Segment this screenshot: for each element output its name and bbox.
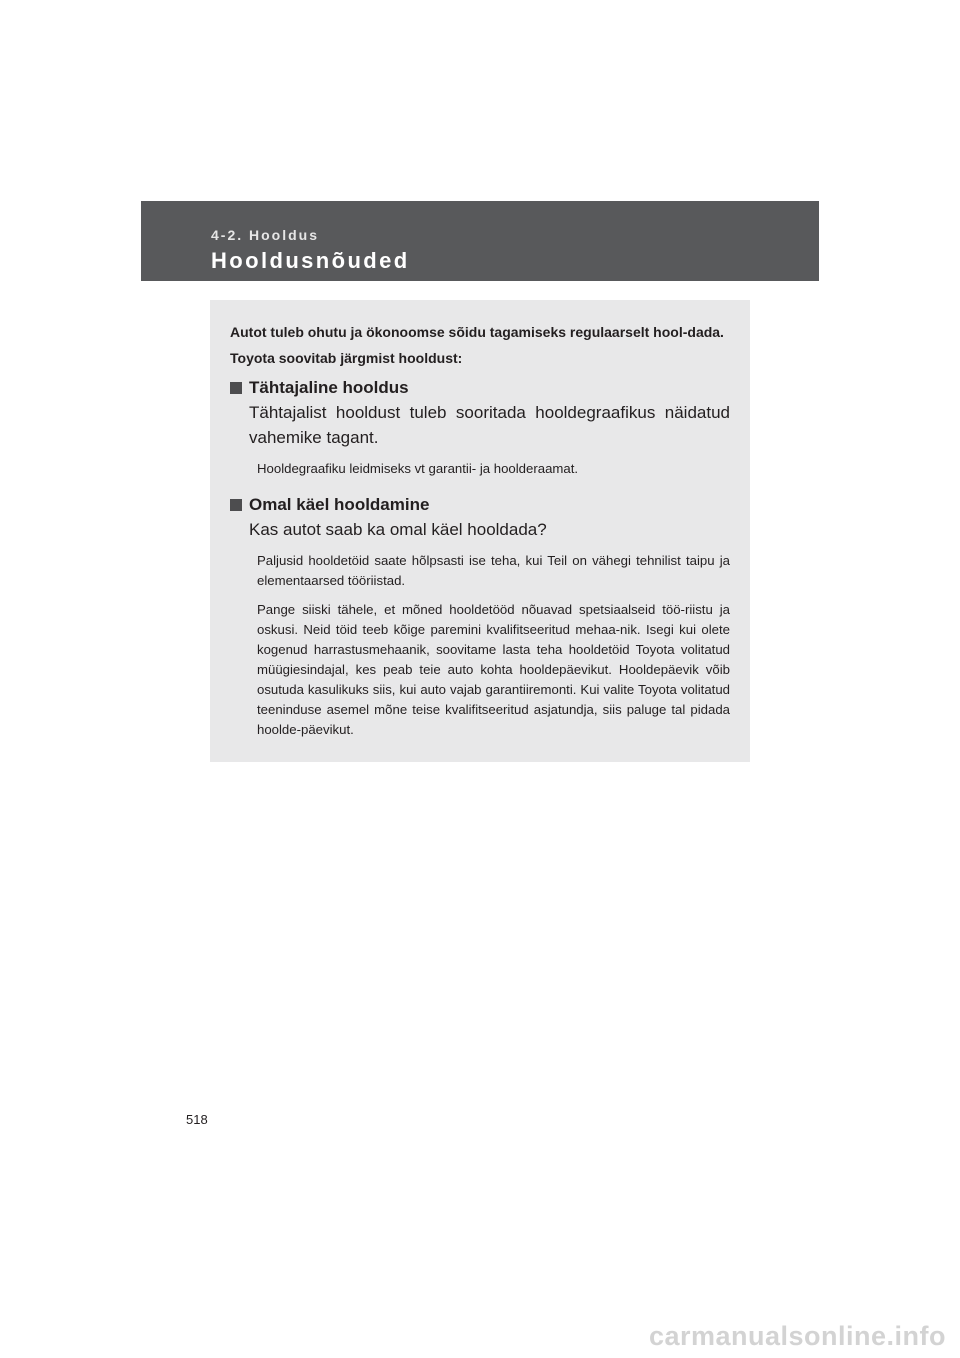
info-box <box>210 300 750 762</box>
section-lead-text: Kas autot saab ka omal käel hooldada? <box>249 520 547 539</box>
note-text: Pange siiski tähele, et mõned hooldetööd nõuavad spetsiaalseid töö-riistu ja oskusi. Neid töid teeb kõige paremini kvalifitseeritud mehaa-nik. Isegi kui olete kogenud harrastusmehaanik, soovitame lasta teha hooldetöid Toyota volitatud müügiesindajal, kes peab teie auto kohta hooldepäevikut. Hooldepäevik võib osutuda kasulikuks siis, kui auto vajab garantiiremonti. Kui valite Toyota volitatud teeninduse asemel mõne teise kvalifitseeritud asjatundja, siis paluge tal pidada hoolde-päevikut. <box>257 602 730 737</box>
page-number: 518 <box>186 1112 208 1127</box>
square-bullet-icon <box>230 499 242 511</box>
section-label: 4-2. Hooldus <box>211 227 320 243</box>
note-text: Paljusid hooldetöid saate hõlpsasti ise teha, kui Teil on vähegi tehnilist taipu ja elementaarsed tööriistad. <box>257 553 730 588</box>
section-heading-diy <box>230 493 730 517</box>
section-lead-text: Tähtajalist hooldust tuleb sooritada hooldegraafikus näidatud vahemike tagant. <box>249 403 730 447</box>
watermark-text: carmanualsonline.info <box>648 1321 946 1351</box>
section-heading-periodic <box>230 376 730 400</box>
note-text: Hooldegraafiku leidmiseks vt garantii- ja hoolderaamat. <box>257 461 579 476</box>
section-header-band <box>141 201 819 281</box>
section-heading-label: Omal käel hooldamine <box>249 495 430 514</box>
page-title: Hooldusnõuded <box>211 248 410 273</box>
intro-text: Autot tuleb ohutu ja ökonoomse sõidu tagamiseks regulaarselt hool-dada. Toyota soovitab järgmist hooldust: <box>230 324 724 366</box>
section-heading-label: Tähtajaline hooldus <box>249 378 409 397</box>
square-bullet-icon <box>230 382 242 394</box>
